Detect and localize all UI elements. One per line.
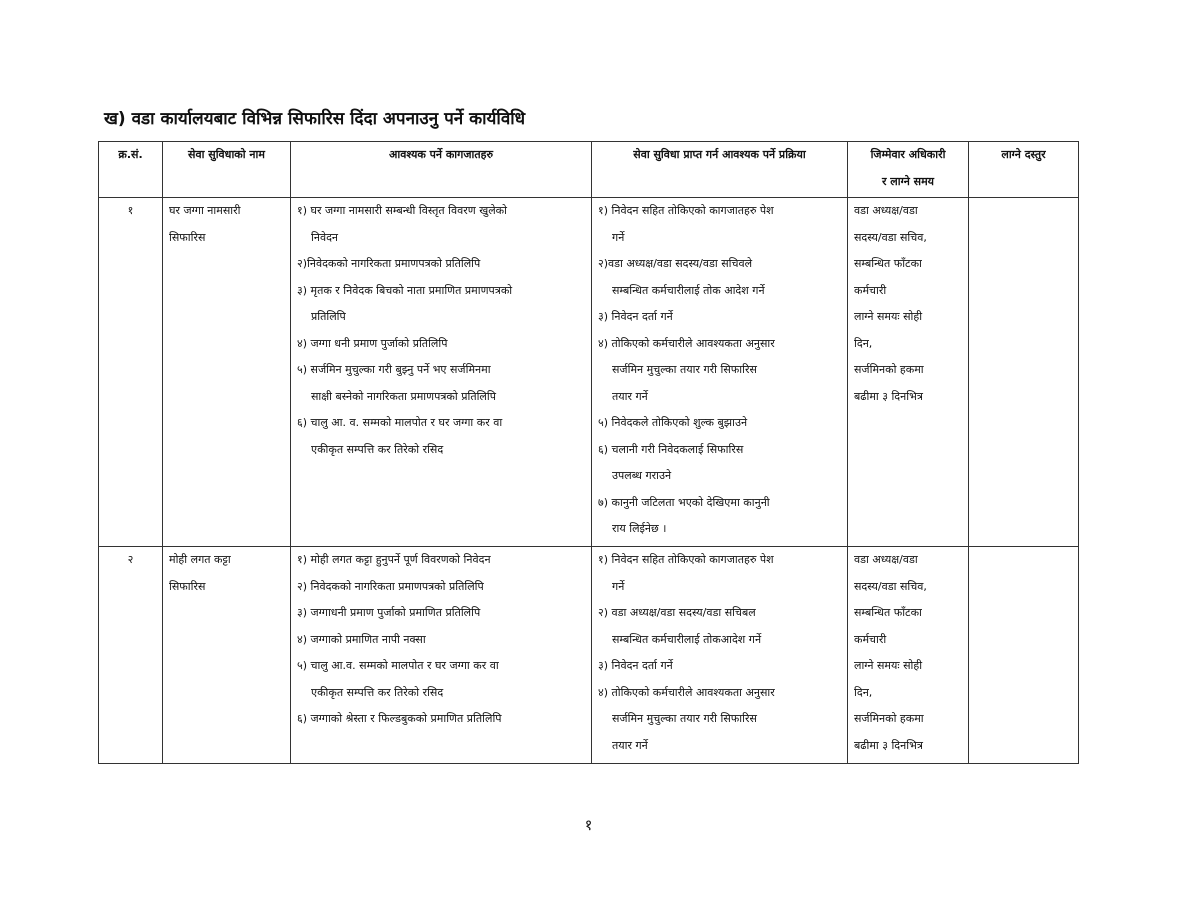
process-line: सम्बन्धित कर्मचारीलाई तोकआदेश गर्ने — [612, 632, 762, 646]
process-line: उपलब्ध गराउने — [612, 469, 672, 482]
document-line: ३) जग्गाधनी प्रमाण पुर्जाको प्रमाणित प्रतिलिपि — [297, 606, 481, 619]
header-row — [99, 142, 1079, 198]
officer-line: सम्बन्धित फाँटका — [854, 606, 922, 619]
document-line: ४) जग्गा धनी प्रमाण पुर्जाको प्रतिलिपि — [297, 336, 448, 350]
process-line: सर्जमिन मुचुल्का तयार गरी सिफारिस — [612, 712, 757, 725]
process-line: ३) निवेदन दर्ता गर्ने — [598, 659, 673, 672]
col-header-service: सेवा सुविधाको नाम — [163, 142, 291, 198]
process-line: सम्बन्धित कर्मचारीलाई तोक आदेश गर्ने — [612, 283, 765, 297]
officer-line: वडा अध्यक्ष/वडा — [854, 204, 918, 217]
process-line: राय लिईनेछ । — [612, 522, 667, 535]
row-service — [163, 198, 291, 547]
row-officer — [848, 547, 969, 764]
procedure-table — [98, 141, 1079, 764]
process-line: १) निवेदन सहित तोकिएको कागजातहरु पेश — [598, 553, 774, 566]
service-line: सिफारिस — [169, 579, 206, 593]
officer-line: सदस्य/वडा सचिव, — [854, 579, 927, 593]
process-line: गर्ने — [612, 579, 625, 593]
table-row — [99, 547, 1079, 764]
process-line: ४) तोकिएको कर्मचारीले आवश्यकता अनुसार — [598, 685, 775, 699]
officer-line: लाग्ने समयः सोही — [854, 310, 923, 323]
officer-line: सर्जमिनको हकमा — [854, 712, 924, 725]
process-line: ३) निवेदन दर्ता गर्ने — [598, 310, 673, 323]
officer-line: कर्मचारी — [854, 632, 887, 646]
document-line: १) घर जग्गा नामसारी सम्बन्धी विस्तृत विवरण खुलेको — [297, 204, 507, 217]
process-line: ४) तोकिएको कर्मचारीले आवश्यकता अनुसार — [598, 336, 775, 350]
document-line: निवेदन — [311, 230, 339, 244]
process-line: तयार गर्ने — [612, 738, 648, 752]
service-line: सिफारिस — [169, 230, 206, 244]
officer-line: वडा अध्यक्ष/वडा — [854, 553, 918, 566]
row-process — [592, 198, 848, 547]
process-line: २) वडा अध्यक्ष/वडा सदस्य/वडा सचिबल — [598, 606, 756, 619]
process-line: १) निवेदन सहित तोकिएको कागजातहरु पेश — [598, 204, 774, 217]
service-line: मोही लगत कट्टा — [169, 553, 231, 566]
col-header-officer — [848, 142, 969, 198]
officer-line: दिन, — [854, 336, 873, 350]
document-line: ४) जग्गाको प्रमाणित नापी नक्सा — [297, 632, 426, 646]
col-header-documents: आवश्यक पर्ने कागजातहरु — [291, 142, 592, 198]
officer-line: कर्मचारी — [854, 283, 887, 297]
process-line: ७) कानुनी जटिलता भएको देखिएमा कानुनी — [598, 495, 770, 509]
document-line: ५) सर्जमिन मुचुल्का गरी बुझ्नु पर्ने भए सर्जमिनमा — [297, 363, 491, 376]
row-documents — [291, 198, 592, 547]
document-line: एकीकृत सम्पत्ति कर तिरेको रसिद — [311, 442, 444, 456]
officer-line: सदस्य/वडा सचिव, — [854, 230, 927, 244]
officer-line: सम्बन्धित फाँटका — [854, 257, 922, 270]
row-sn: १ — [99, 198, 163, 547]
col-header-sn: क्र.सं. — [99, 142, 163, 198]
row-officer — [848, 198, 969, 547]
page-number: १ — [584, 816, 593, 834]
row-fee — [969, 198, 1079, 547]
process-line: तयार गर्ने — [612, 389, 648, 403]
document-line: ६) चालु आ. व. सम्मको मालपोत र घर जग्गा कर वा — [297, 416, 503, 429]
document-line: ३) मृतक र निवेदक बिचको नाता प्रमाणित प्रमाणपत्रको — [297, 283, 513, 297]
document-line: २) निवेदकको नागरिकता प्रमाणपत्रको प्रतिलिपि — [297, 579, 484, 593]
officer-line: लाग्ने समयः सोही — [854, 659, 923, 672]
col-header-fee: लाग्ने दस्तुर — [969, 142, 1079, 198]
document-line: १) मोही लगत कट्टा हुनुपर्ने पूर्ण विवरणको निवेदन — [297, 553, 491, 566]
officer-line: बढीमा ३ दिनभित्र — [854, 389, 923, 403]
col-header-officer-line1: जिम्मेवार अधिकारी — [870, 148, 946, 161]
process-line: ६) चलानी गरी निवेदकलाई सिफारिस — [598, 442, 744, 456]
col-header-process: सेवा सुविधा प्राप्त गर्न आवश्यक पर्ने प्रक्रिया — [592, 142, 848, 198]
row-sn: २ — [99, 547, 163, 764]
service-line: घर जग्गा नामसारी — [169, 204, 241, 217]
officer-line: सर्जमिनको हकमा — [854, 363, 924, 376]
row-fee — [969, 547, 1079, 764]
row-service — [163, 547, 291, 764]
process-line: ५) निवेदकले तोकिएको शुल्क बुझाउने — [598, 416, 748, 429]
row-process — [592, 547, 848, 764]
table-row — [99, 198, 1079, 547]
section-heading: ख) वडा कार्यालयबाट विभिन्न सिफारिस दिंदा अपनाउनु पर्ने कार्यविधि — [104, 109, 526, 129]
document-line: ५) चालु आ.व. सम्मको मालपोत र घर जग्गा कर वा — [297, 659, 499, 672]
row-documents — [291, 547, 592, 764]
process-line: सर्जमिन मुचुल्का तयार गरी सिफारिस — [612, 363, 757, 376]
process-line: गर्ने — [612, 230, 625, 244]
officer-line: बढीमा ३ दिनभित्र — [854, 738, 923, 752]
col-header-officer-line2: र लाग्ने समय — [881, 174, 935, 188]
document-line: २)निवेदकको नागरिकता प्रमाणपत्रको प्रतिलिपि — [297, 257, 481, 270]
document-line: प्रतिलिपि — [311, 310, 346, 323]
document-line: एकीकृत सम्पत्ति कर तिरेको रसिद — [311, 685, 444, 699]
document-line: ६) जग्गाको श्रेस्ता र फिल्डबुकको प्रमाणित प्रतिलिपि — [297, 712, 502, 725]
document-line: साक्षी बस्नेको नागरिकता प्रमाणपत्रको प्रतिलिपि — [311, 389, 496, 403]
officer-line: दिन, — [854, 685, 873, 699]
process-line: २)वडा अध्यक्ष/वडा सदस्य/वडा सचिवले — [598, 257, 753, 270]
